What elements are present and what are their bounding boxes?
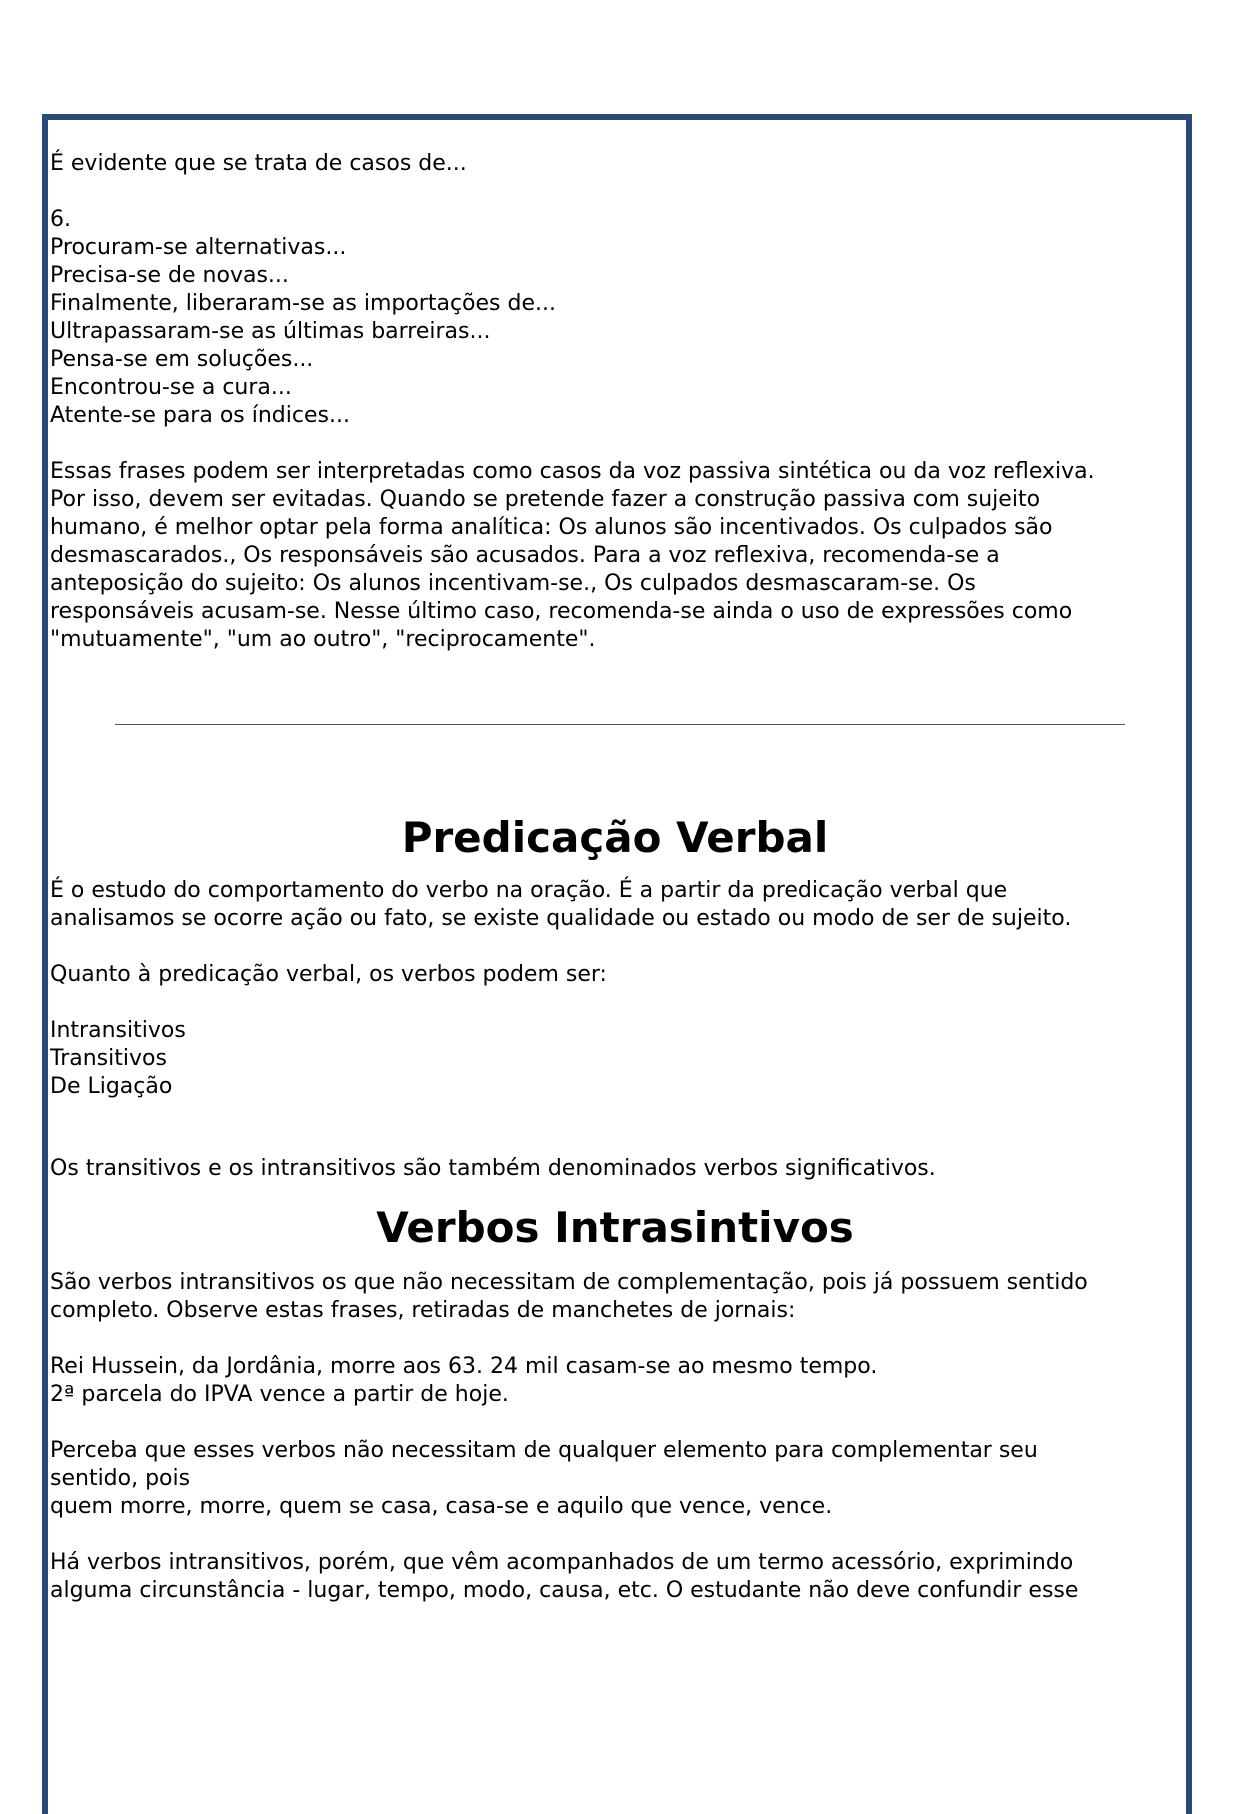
- paragraph-line: São verbos intransitivos os que não necessitam de complementação, pois já possuem sentido: [50, 1270, 1088, 1295]
- intransitivos-explanation: [50, 1437, 1180, 1521]
- intro-text: É evidente que se trata de casos de...: [50, 151, 467, 176]
- headline-line: Rei Hussein, da Jordânia, morre aos 63. 24 mil casam-se ao mesmo tempo.: [50, 1354, 878, 1379]
- example-line: Pensa-se em soluções...: [50, 347, 314, 372]
- verb-type-item: Intransitivos: [50, 1018, 186, 1043]
- paragraph-line: Essas frases podem ser interpretadas como casos da voz passiva sintética ou da voz reflexiva.: [50, 459, 1095, 484]
- verb-type-item: De Ligação: [50, 1074, 173, 1099]
- example-line: Procuram-se alternativas...: [50, 235, 347, 260]
- paragraph-line: humano, é melhor optar pela forma analítica: Os alunos são incentivados. Os culpados são: [50, 515, 1053, 540]
- example-line: Encontrou-se a cura...: [50, 375, 292, 400]
- section-title-predicacao: Predicação Verbal: [401, 813, 829, 862]
- document-content: [50, 150, 1180, 1605]
- example-list: [50, 234, 1180, 430]
- section-title-intransitivos: Verbos Intrasintivos: [376, 1203, 854, 1252]
- types-lead: Quanto à predicação verbal, os verbos podem ser:: [50, 962, 607, 987]
- example-line: Precisa-se de novas...: [50, 263, 289, 288]
- verb-type-item: Transitivos: [50, 1046, 167, 1071]
- paragraph-line: Há verbos intransitivos, porém, que vêm acompanhados de um termo acessório, exprimindo: [50, 1550, 1074, 1575]
- paragraph-line: "mutuamente", "um ao outro", "reciprocamente".: [50, 627, 596, 652]
- paragraph-line: É o estudo do comportamento do verbo na oração. É a partir da predicação verbal que: [50, 878, 1008, 903]
- paragraph-line: sentido, pois: [50, 1466, 191, 1491]
- item-number: 6.: [50, 207, 71, 232]
- horizontal-divider: [115, 724, 1125, 725]
- example-line: Atente-se para os índices...: [50, 403, 350, 428]
- paragraph-line: completo. Observe estas frases, retiradas de manchetes de jornais:: [50, 1298, 796, 1323]
- paragraph-line: Por isso, devem ser evitadas. Quando se pretende fazer a construção passiva com sujeito: [50, 487, 1041, 512]
- example-line: Ultrapassaram-se as últimas barreiras...: [50, 319, 491, 344]
- significative-note: Os transitivos e os intransitivos são também denominados verbos significativos.: [50, 1156, 936, 1181]
- paragraph-line: analisamos se ocorre ação ou fato, se existe qualidade ou estado ou modo de ser de sujeito.: [50, 906, 1072, 931]
- paragraph-line: desmascarados., Os responsáveis são acusados. Para a voz reflexiva, recomenda-se a: [50, 543, 1000, 568]
- headline-examples: [50, 1353, 1180, 1409]
- example-line: Finalmente, liberaram-se as importações de...: [50, 291, 556, 316]
- paragraph-line: alguma circunstância - lugar, tempo, modo, causa, etc. O estudante não deve confundir esse: [50, 1578, 1079, 1603]
- predicacao-intro: [50, 877, 1180, 933]
- explanation-paragraph: [50, 458, 1180, 654]
- paragraph-line: anteposição do sujeito: Os alunos incentivam-se., Os culpados desmascaram-se. Os: [50, 571, 976, 596]
- intransitivos-final: [50, 1549, 1180, 1605]
- headline-line: 2ª parcela do IPVA vence a partir de hoje.: [50, 1382, 509, 1407]
- paragraph-line: Perceba que esses verbos não necessitam de qualquer elemento para complementar seu: [50, 1438, 1038, 1463]
- paragraph-line: quem morre, morre, quem se casa, casa-se e aquilo que vence, vence.: [50, 1494, 833, 1519]
- verb-type-list: [50, 1017, 1180, 1101]
- intransitivos-intro: [50, 1269, 1180, 1325]
- paragraph-line: responsáveis acusam-se. Nesse último caso, recomenda-se ainda o uso de expressões como: [50, 599, 1073, 624]
